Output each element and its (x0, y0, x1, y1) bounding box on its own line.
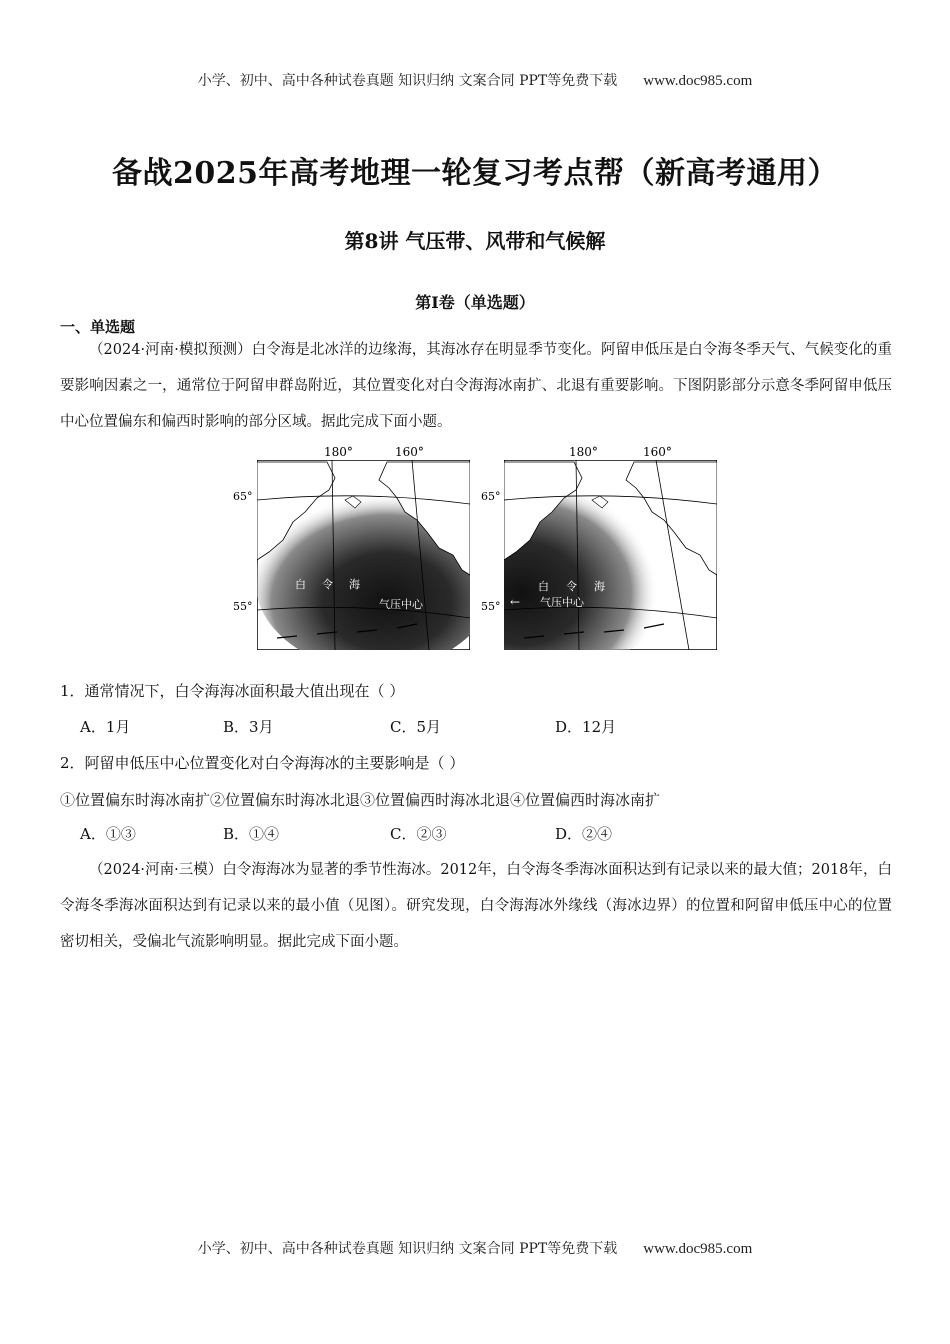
volume-title: 第I卷（单选题） (415, 293, 535, 312)
lon-label: 180° (324, 446, 353, 459)
option-c[interactable]: C．5月 (390, 718, 442, 736)
lat-label: 55° (481, 600, 501, 613)
passage-1: （2024·河南·模拟预测）白令海是北冰洋的边缘海，其海冰存在明显季节变化。阿留申低压是白令海冬季天气、气候变化的重要影响因素之一，通常位于阿留申群岛附近，其位置变化对白令海海冰南扩、北退有重要影响。下图阴影部分示意冬季阿留申低压中心位置偏东和偏西时影响的部分区域。据此完成下面小题。 (60, 342, 892, 430)
sea-label-char: 白 (295, 578, 306, 591)
question-1-options (80, 716, 880, 740)
map-coordinate-labels (225, 446, 725, 616)
option-d[interactable]: D．②④ (555, 825, 613, 843)
sea-label-char: 令 (566, 580, 577, 593)
sea-label-char: 白 (538, 580, 549, 593)
option-b[interactable]: B．①④ (223, 825, 280, 843)
header-text: 小学、初中、高中各种试卷真题 知识归纳 文案合同 PPT等免费下载 (197, 73, 618, 89)
option-d[interactable]: D．12月 (555, 718, 617, 736)
bering-sea-maps (233, 446, 717, 655)
sea-label-char: 海 (594, 580, 605, 593)
section-heading: 一、单选题 (60, 318, 136, 336)
option-a[interactable]: A．①③ (80, 825, 136, 843)
page-header (0, 70, 950, 90)
arrow-west: ← (510, 595, 521, 609)
sea-label-char: 海 (349, 578, 360, 591)
pressure-center-label: 气压中心 (379, 598, 423, 611)
question-2-stem: 2．阿留申低压中心位置变化对白令海海冰的主要影响是（ ） (60, 754, 465, 772)
question-2-options (80, 823, 880, 847)
option-c[interactable]: C．②③ (390, 825, 447, 843)
lon-label: 160° (643, 446, 672, 459)
sea-label-char: 令 (322, 578, 333, 591)
lat-label: 65° (481, 490, 501, 503)
question-1-stem: 1．通常情况下，白令海海冰面积最大值出现在（ ） (60, 682, 405, 700)
option-b[interactable]: B．3月 (223, 718, 274, 736)
option-a[interactable]: A．1月 (80, 718, 131, 736)
lon-label: 160° (395, 446, 424, 459)
lat-label: 65° (233, 490, 253, 503)
lat-label: 55° (233, 600, 253, 613)
lon-label: 180° (569, 446, 598, 459)
footer-url[interactable]: www.doc985.com (643, 1241, 753, 1257)
passage-2: （2024·河南·三模）白令海海冰为显著的季节性海冰。2012年，白令海冬季海冰面积达到有记录以来的最大值；2018年，白令海冬季海冰面积达到有记录以来的最小值（见图）。研究发现，白令海海冰外缘线（海冰边界）的位置和阿留申低压中心的位置密切相关，受偏北气流影响明显。据此完成下面小题。 (60, 862, 892, 950)
page-footer (0, 1238, 950, 1258)
header-url[interactable]: www.doc985.com (643, 73, 753, 89)
main-title: 备战2025年高考地理一轮复习考点帮（新高考通用） (112, 156, 838, 191)
footer-text: 小学、初中、高中各种试卷真题 知识归纳 文案合同 PPT等免费下载 (197, 1241, 618, 1257)
question-2-statements: ①位置偏东时海冰南扩②位置偏东时海冰北退③位置偏西时海冰北退④位置偏西时海冰南扩 (60, 791, 661, 809)
lecture-title: 第8讲 气压带、风带和气候解 (344, 229, 606, 253)
pressure-center-label: 气压中心 (540, 596, 584, 609)
